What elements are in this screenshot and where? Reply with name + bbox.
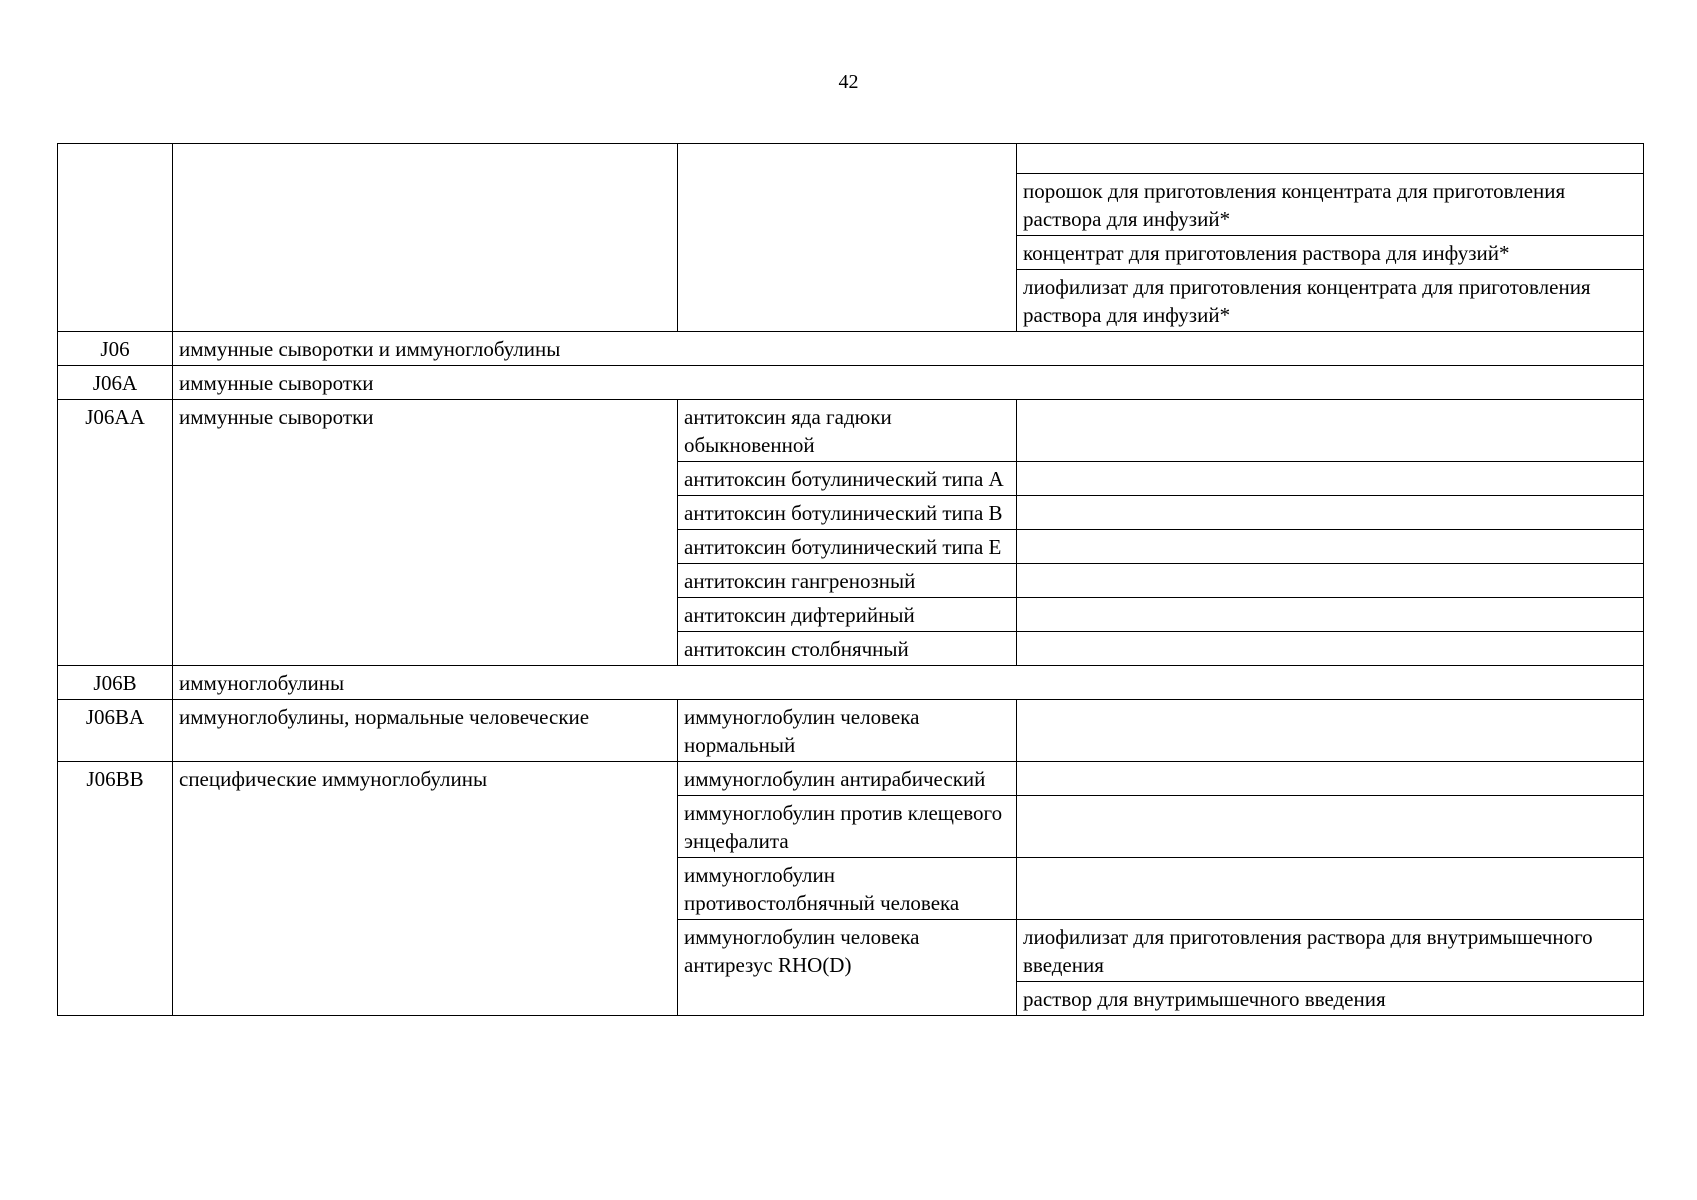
dosage-form-cell <box>1017 796 1644 858</box>
dosage-form-cell <box>1017 530 1644 564</box>
atc-group-cell: иммунные сыворотки <box>173 400 678 666</box>
atc-group-cell: иммунные сыворотки и иммуноглобулины <box>173 332 1644 366</box>
drug-name-cell: антитоксин ботулинический типа A <box>678 462 1017 496</box>
table-row <box>58 332 1644 366</box>
drug-name-cell: антитоксин ботулинический типа B <box>678 496 1017 530</box>
atc-code-cell: J06B <box>58 666 173 700</box>
dosage-form-cell <box>1017 632 1644 666</box>
drug-name-cell: иммуноглобулин противостолбнячный человека <box>678 858 1017 920</box>
dosage-form-cell <box>1017 564 1644 598</box>
dosage-form-cell: концентрат для приготовления раствора для инфузий* <box>1017 236 1644 270</box>
atc-code-cell: J06BA <box>58 700 173 762</box>
table-cell <box>58 144 173 332</box>
drug-name-cell: антитоксин яда гадюки обыкновенной <box>678 400 1017 462</box>
atc-code-cell: J06A <box>58 366 173 400</box>
atc-group-cell: иммунные сыворотки <box>173 366 1644 400</box>
table-row <box>58 366 1644 400</box>
dosage-form-cell <box>1017 858 1644 920</box>
dosage-form-cell <box>1017 496 1644 530</box>
dosage-form-cell: лиофилизат для приготовления раствора для внутримышечного введения <box>1017 920 1644 982</box>
table-row <box>58 666 1644 700</box>
table-row <box>58 762 1644 796</box>
dosage-form-cell <box>1017 762 1644 796</box>
dosage-form-cell <box>1017 462 1644 496</box>
dosage-form-cell: лиофилизат для приготовления концентрата для приготовления раствора для инфузий* <box>1017 270 1644 332</box>
drug-name-cell: антитоксин ботулинический типа E <box>678 530 1017 564</box>
drug-name-cell: антитоксин дифтерийный <box>678 598 1017 632</box>
atc-group-cell: иммуноглобулины, нормальные человеческие <box>173 700 678 762</box>
dosage-form-cell: порошок для приготовления концентрата для приготовления раствора для инфузий* <box>1017 174 1644 236</box>
drug-name-cell: иммуноглобулин человека нормальный <box>678 700 1017 762</box>
drug-name-cell: антитоксин столбнячный <box>678 632 1017 666</box>
dosage-form-cell <box>1017 400 1644 462</box>
page-number: 42 <box>838 71 859 93</box>
dosage-form-cell <box>1017 144 1644 174</box>
dosage-form-cell <box>1017 598 1644 632</box>
atc-group-cell: иммуноглобулины <box>173 666 1644 700</box>
table-cell <box>173 144 678 332</box>
dosage-form-cell: раствор для внутримышечного введения <box>1017 982 1644 1016</box>
drug-name-cell: антитоксин гангренозный <box>678 564 1017 598</box>
drug-table <box>57 143 1644 1016</box>
dosage-form-cell <box>1017 700 1644 762</box>
atc-group-cell: специфические иммуноглобулины <box>173 762 678 1016</box>
table-cell <box>678 144 1017 332</box>
atc-code-cell: J06 <box>58 332 173 366</box>
table-row <box>58 700 1644 762</box>
drug-name-cell: иммуноглобулин человека антирезус RHO(D) <box>678 920 1017 1016</box>
drug-name-cell: иммуноглобулин антирабический <box>678 762 1017 796</box>
table-row <box>58 400 1644 462</box>
table-row <box>58 144 1644 174</box>
drug-name-cell: иммуноглобулин против клещевого энцефалита <box>678 796 1017 858</box>
atc-code-cell: J06AA <box>58 400 173 666</box>
atc-code-cell: J06BB <box>58 762 173 1016</box>
